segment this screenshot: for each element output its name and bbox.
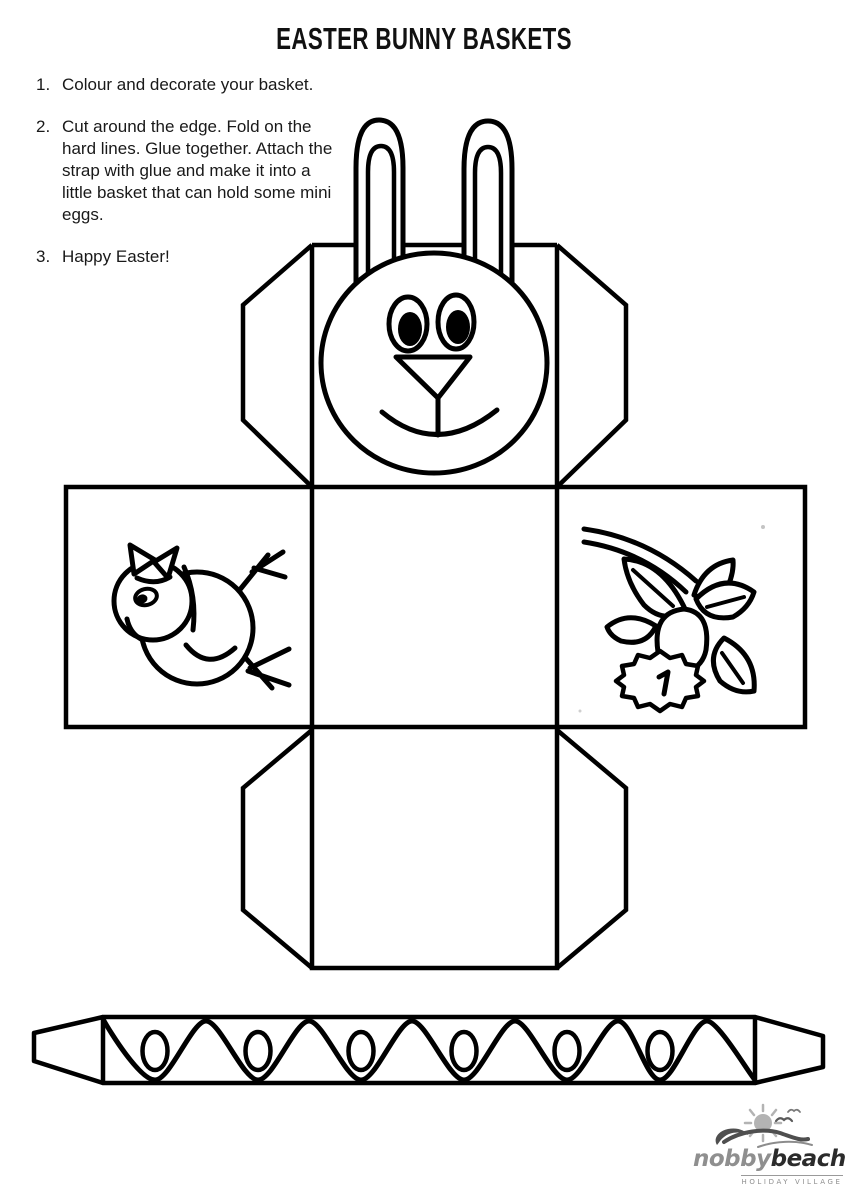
- daffodil-petal-lower-right: [713, 638, 754, 692]
- logo-tagline: HOLIDAY VILLAGE: [741, 1175, 843, 1186]
- egg-oval: [452, 1032, 477, 1070]
- egg-oval: [246, 1032, 271, 1070]
- birds-icon: [776, 1110, 800, 1121]
- scan-speck: [579, 710, 582, 713]
- logo-text-beach: beach: [770, 1146, 846, 1172]
- daffodil-petal-left: [607, 618, 656, 643]
- instruction-number: 3.: [36, 247, 51, 266]
- chick-drawing: [114, 545, 289, 688]
- strap-drawing: [34, 1017, 823, 1083]
- bottom-left-flap: [243, 730, 312, 968]
- bunny-face-drawing: [321, 120, 547, 473]
- instruction-text: Cut around the edge. Fold on the hard lines. Glue together. Attach the strap with glue and make it into a little basket that can hold some mini eggs.: [62, 117, 333, 224]
- footer-logo: [680, 1095, 848, 1197]
- logo-text-nobby: nobby: [693, 1146, 771, 1172]
- bottom-panel: [312, 727, 557, 968]
- top-left-flap: [243, 245, 312, 487]
- scan-speck: [761, 525, 765, 529]
- page-title: EASTER BUNNY BASKETS: [276, 21, 572, 56]
- instruction-text: Colour and decorate your basket.: [62, 75, 314, 94]
- strap-right-tab: [755, 1017, 823, 1083]
- sun-icon: [745, 1105, 781, 1141]
- chick-foot-upper: [238, 552, 285, 592]
- instruction-number: 1.: [36, 75, 51, 94]
- bottom-right-flap: [557, 730, 626, 968]
- top-right-flap: [557, 245, 626, 487]
- daffodil-drawing: [584, 529, 754, 711]
- egg-oval: [555, 1032, 580, 1070]
- instruction-number: 2.: [36, 117, 51, 136]
- instruction-text: Happy Easter!: [62, 247, 170, 266]
- egg-oval: [143, 1032, 168, 1070]
- egg-oval: [648, 1032, 673, 1070]
- logo-wordmark: [693, 1146, 846, 1172]
- bunny-pupil-left: [398, 312, 422, 346]
- strap-left-tab: [34, 1017, 103, 1083]
- egg-oval: [349, 1032, 374, 1070]
- bunny-pupil-right: [446, 310, 470, 344]
